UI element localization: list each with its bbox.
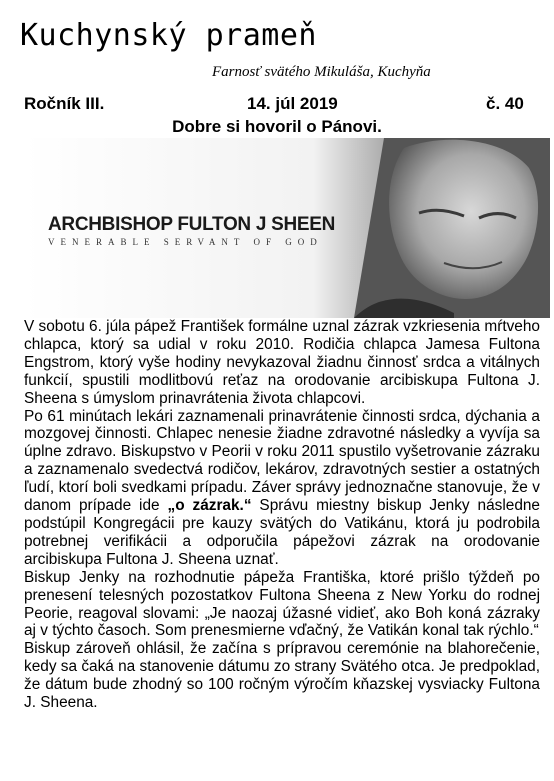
volume-label: Ročník III. (24, 94, 105, 113)
paragraph-4: Biskup zároveň ohlásil, že začína s prípravou ceremónie na blahorečenie, kedy sa čaká na stanovenie dátumu zo strany Svätého otca. Je predpoklad, že dátum bude zhodný so 100 ročným výročím kňazskej vysviacky Fultona J. Sheena. (24, 640, 540, 712)
caption-subtitle: VENERABLE SERVANT OF GOD (48, 237, 323, 247)
caption-name: ARCHBISHOP FULTON J SHEEN (48, 214, 336, 235)
paragraph-2-text: Po 61 minútach lekári zaznamenali prinavrátenie činnosti srdca, dýchania a mozgovej činnosti. Chlapec nenesie žiadne zdravotné následky a vyvíja sa úplne zdravo. Biskupstvo v Peorii v roku 2011 spustilo vyšetrovanie zázraku a zaznamenalo svedectvá rodičov, lekárov, zdravotných sestier a ostatných ľudí, ktorí boli svedkami prípadu. Záver správy jednoznačne stanovuje, že v danom prípade ide (24, 407, 540, 515)
sheen-portrait-photo (24, 138, 550, 318)
issue-number: č. 40 (486, 94, 524, 113)
parish-name: Farnosť svätého Mikuláša, Kuchyňa (212, 64, 431, 80)
newsletter-title: Kuchynský prameň (20, 18, 317, 53)
paragraph-2-continuation: Správu miestny biskup Jenky následne podstúpil Kongregácii pre kauzy svätých do Vatikánu, ktorá ju podrobila potrebnej verifikácii a odporučila pápežovi zázrak na orodovanie arcibiskupa Fultona J. Sheena uznať. (24, 497, 540, 568)
paragraph-1: V sobotu 6. júla pápež František formálne uznal zázrak vzkriesenia mŕtveho chlapca, ktorý sa udial v roku 2010. Rodičia chlapca Jamesa Fultona Engstrom, ktorý vyše hodiny nevykazoval žiadnu činnosť srdca a vitálnych funkcií, spustili modlitbovú reťaz na orodovanie arcibiskupa Fultona J. Sheena s úmyslom prinavrátenia života chlapcovi. (24, 318, 540, 407)
article-body (24, 318, 540, 712)
article-headline: Dobre si hovoril o Pánovi. (172, 117, 382, 136)
miracle-emphasis: „o zázrak.“ (167, 497, 252, 515)
paragraph-2 (24, 408, 540, 569)
issue-date: 14. júl 2019 (247, 94, 338, 113)
paragraph-3: Biskup Jenky na rozhodnutie pápeža Františka, ktoré prišlo týždeň po prenesení telesných pozostatkov Fultona Sheena z New Yorku do rodnej Peorie, reagoval slovami: „Je naozaj úžasné vidieť, ako Boh koná zázraky aj v týchto časoch. Som prenesmierne vďačný, že Vatikán konal tak rýchlo.“ (24, 568, 540, 640)
portrait-caption (48, 214, 335, 247)
